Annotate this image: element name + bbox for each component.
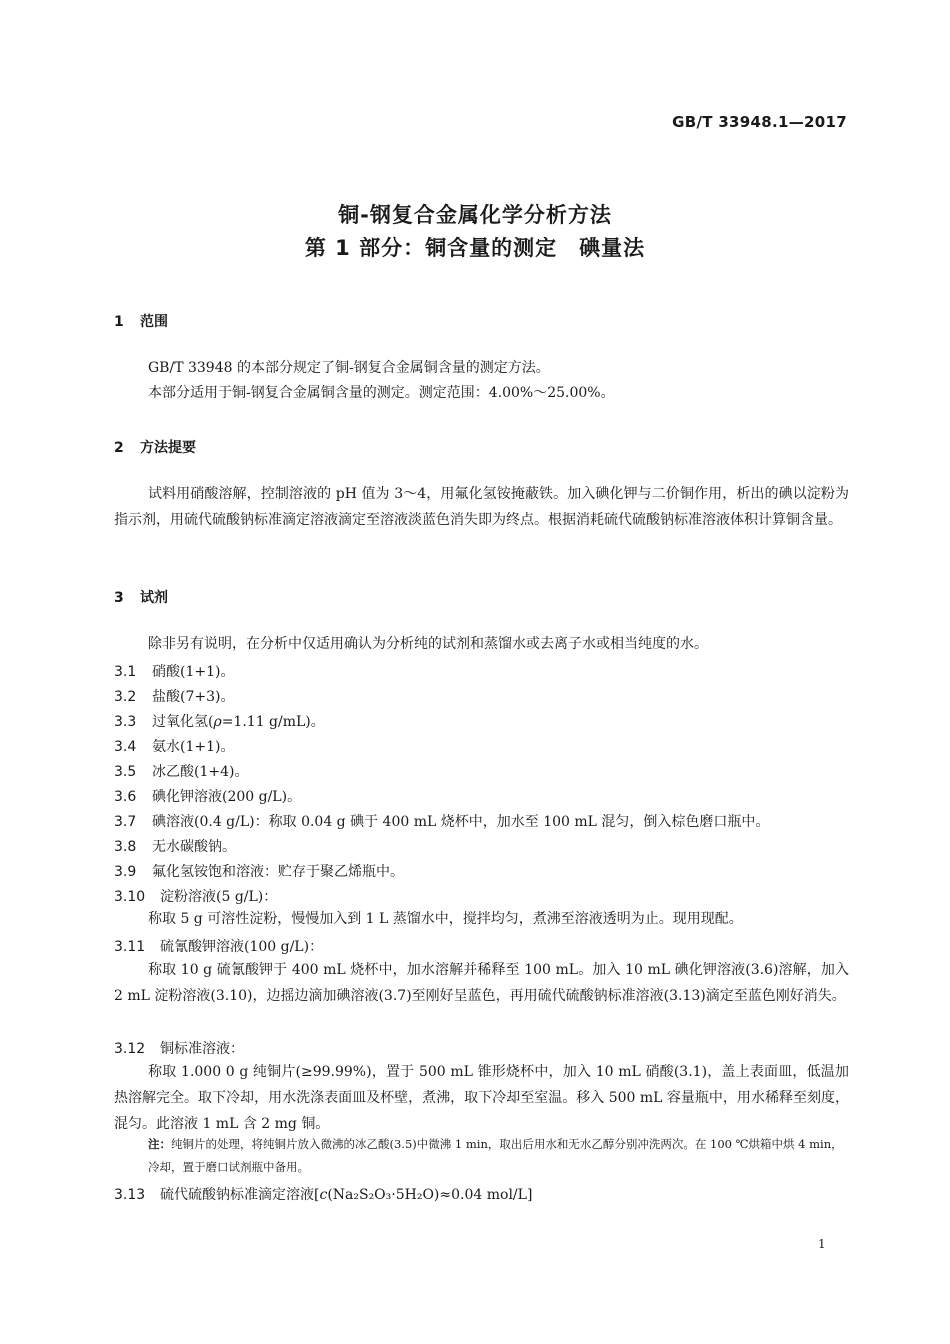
item-number: 3.13 — [114, 1187, 146, 1203]
section-title: 方法提要 — [140, 440, 196, 456]
reagent-item — [114, 711, 325, 731]
note-label: 注： — [148, 1137, 171, 1151]
item-text: 无水碳酸钠。 — [152, 839, 236, 855]
section-heading-principle — [114, 437, 196, 457]
reagent-item — [114, 861, 404, 881]
reagent-item — [114, 886, 277, 906]
item-text: 硫代硫酸钠标准滴定溶液[ — [160, 1187, 320, 1203]
item-number: 3.10 — [114, 889, 146, 905]
item-text-tail: =1.11 g/mL)。 — [221, 714, 325, 730]
section-heading-reagents — [114, 587, 168, 607]
reagent-item — [114, 786, 301, 806]
rho-symbol: ρ — [213, 714, 222, 730]
section-heading-scope — [114, 311, 168, 331]
item-text: 氟化氢铵饱和溶液：贮存于聚乙烯瓶中。 — [152, 864, 404, 880]
reagent-item — [114, 811, 769, 831]
reagent-item — [114, 836, 236, 856]
doc-title-line2: 第 1 部分：铜含量的测定 碘量法 — [304, 236, 646, 260]
section-number: 3 — [114, 590, 124, 606]
section-number: 1 — [114, 314, 124, 330]
item-number: 3.11 — [114, 939, 146, 955]
item-number: 3.9 — [114, 864, 137, 880]
item-number: 3.12 — [114, 1041, 146, 1057]
item-text: 盐酸(7+3)。 — [152, 689, 235, 705]
scope-paragraph-1: GB/T 33948 的本部分规定了铜-钢复合金属铜含量的测定方法。 — [148, 360, 550, 376]
item-text: 碘溶液(0.4 g/L)：称取 0.04 g 碘于 400 mL 烧杯中，加水至 100 mL 混匀，倒入棕色磨口瓶中。 — [152, 814, 770, 830]
section-title: 试剂 — [140, 590, 168, 606]
note-text: 纯铜片的处理，将纯铜片放入微沸的冰乙酸(3.5)中微沸 1 min，取出后用水和无水乙醇分别冲洗两次。在 100 ℃烘箱中烘 4 min，冷却，置于磨口试剂瓶中备用。 — [148, 1137, 843, 1174]
page-number: 1 — [818, 1237, 826, 1251]
item-text: 硫氰酸钾溶液(100 g/L)： — [160, 939, 324, 955]
reagents-intro: 除非另有说明，在分析中仅适用确认为分析纯的试剂和蒸馏水或去离子水或相当纯度的水。 — [148, 636, 708, 652]
reagent-item-body: 称取 1.000 0 g 纯铜片(≥99.99%)，置于 500 mL 锥形烧杯中，加入 10 mL 硝酸(3.1)，盖上表面皿，低温加热溶解完全。取下冷却，用水洗涤表面皿及杯壁，煮沸，取下冷却至室温。移入 500 mL 容量瓶中，用水稀释至刻度，混匀。此溶液 1 mL 含 2 mg 铜。 — [114, 1064, 849, 1132]
item-number: 3.8 — [114, 839, 137, 855]
section-number: 2 — [114, 440, 124, 456]
reagent-item-body: 称取 10 g 硫氰酸钾于 400 mL 烧杯中，加水溶解并稀释至 100 mL。加入 10 mL 碘化钾溶液(3.6)溶解，加入 2 mL 淀粉溶液(3.10)，边摇边滴加碘溶液(3.7)至刚好呈蓝色，再用硫代硫酸钠标准溶液(3.13)滴定至蓝色刚好消失。 — [114, 962, 849, 1004]
reagent-item — [114, 1184, 532, 1204]
item-text: 冰乙酸(1+4)。 — [152, 764, 249, 780]
item-number: 3.3 — [114, 714, 137, 730]
item-number: 3.6 — [114, 789, 137, 805]
item-text: 淀粉溶液(5 g/L)： — [160, 889, 278, 905]
item-text: 氨水(1+1)。 — [152, 739, 235, 755]
item-number: 3.1 — [114, 664, 137, 680]
item-text: 碘化钾溶液(200 g/L)。 — [152, 789, 302, 805]
standard-number: GB/T 33948.1—2017 — [672, 113, 847, 131]
reagent-item — [114, 761, 248, 781]
item-number: 3.7 — [114, 814, 137, 830]
c-symbol: c — [319, 1187, 328, 1203]
item-text: 铜标准溶液： — [160, 1041, 244, 1057]
scope-paragraph-2: 本部分适用于铜-钢复合金属铜含量的测定。测定范围：4.00%～25.00%。 — [148, 385, 615, 401]
note — [148, 1133, 850, 1179]
reagent-item — [114, 936, 323, 956]
item-number: 3.5 — [114, 764, 137, 780]
reagent-item-body: 称取 5 g 可溶性淀粉，慢慢加入到 1 L 蒸馏水中，搅拌均匀，煮沸至溶液透明为止。现用现配。 — [148, 911, 743, 927]
reagent-item — [114, 686, 234, 706]
reagent-item — [114, 736, 234, 756]
item-text: 过氧化氢( — [152, 714, 214, 730]
reagent-item — [114, 1038, 244, 1058]
reagent-item — [114, 661, 234, 681]
item-number: 3.2 — [114, 689, 137, 705]
item-number: 3.4 — [114, 739, 137, 755]
doc-title-line1: 铜-钢复合金属化学分析方法 — [338, 203, 612, 227]
principle-paragraph: 试料用硝酸溶解，控制溶液的 pH 值为 3～4，用氟化氢铵掩蔽铁。加入碘化钾与二价铜作用，析出的碘以淀粉为指示剂，用硫代硫酸钠标准滴定溶液滴定至溶液淡蓝色消失即为终点。根据消耗硫代硫酸钠标准溶液体积计算铜含量。 — [114, 486, 849, 528]
item-text: 硝酸(1+1)。 — [152, 664, 235, 680]
item-text-tail: (Na₂S₂O₃·5H₂O)≈0.04 mol/L] — [327, 1187, 533, 1203]
section-title: 范围 — [140, 314, 168, 330]
